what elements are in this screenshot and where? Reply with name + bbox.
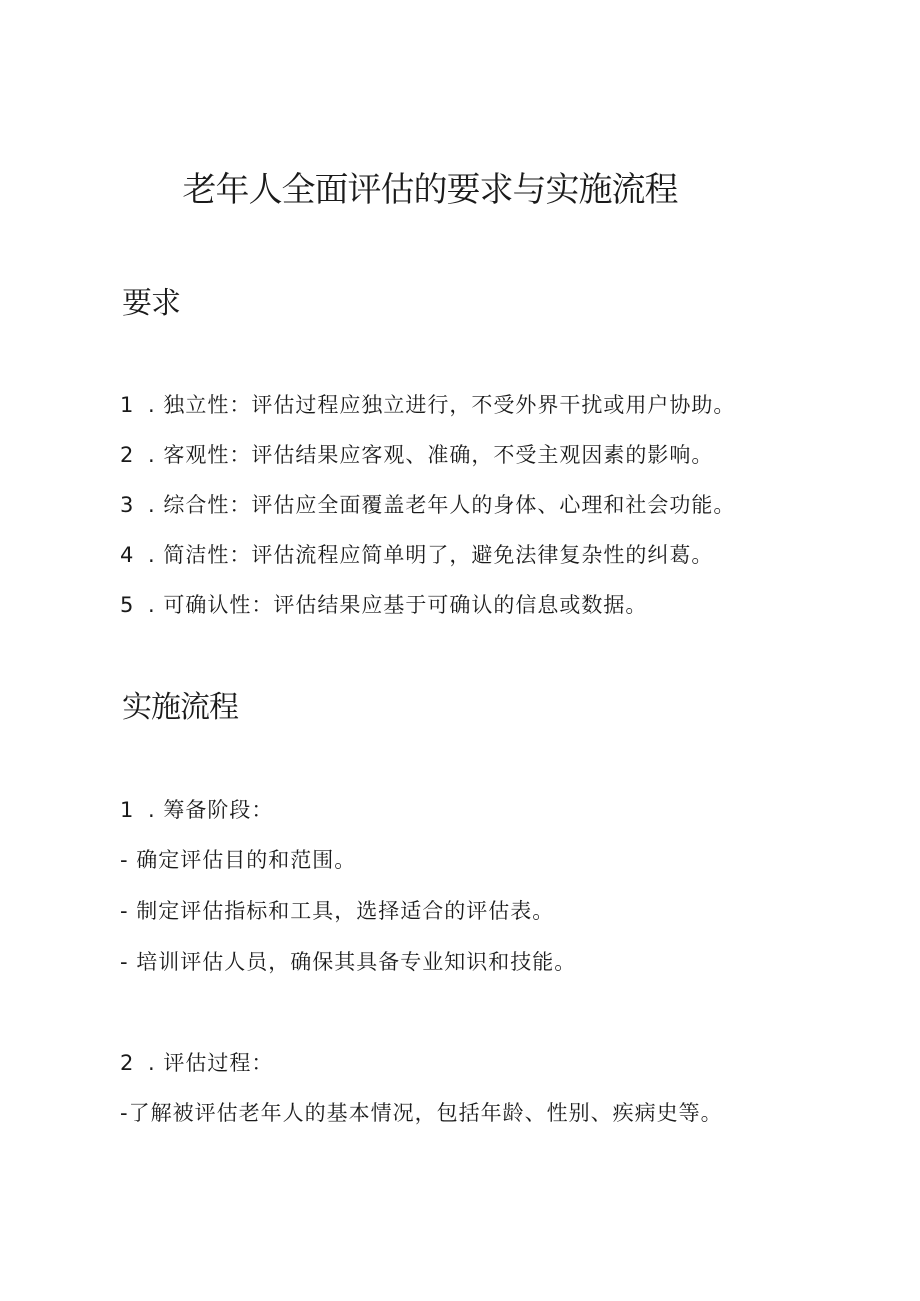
phase-label [120, 1050, 273, 1077]
item-number: 3 [120, 493, 135, 517]
document-title: 老年人全面评估的要求与实施流程 [182, 170, 678, 210]
item-number: 1 [120, 393, 135, 417]
item-text: . 综合性：评估应全面覆盖老年人的身体、心理和社会功能。 [148, 493, 736, 517]
item-text: . 可确认性：评估结果应基于可确认的信息或数据。 [148, 593, 648, 617]
item-number: 5 [120, 593, 135, 617]
phase-number: 2 [120, 1051, 135, 1075]
bullet-item: - 培训评估人员，确保其具备专业知识和技能。 [120, 950, 577, 974]
bullet-item: -了解被评估老年人的基本情况，包括年龄、性别、疾病史等。 [120, 1101, 723, 1125]
item-text: . 客观性：评估结果应客观、准确，不受主观因素的影响。 [148, 443, 714, 467]
requirement-item [120, 492, 735, 519]
phase-title: . 评估过程： [148, 1051, 274, 1075]
bullet-item: - 制定评估指标和工具，选择适合的评估表。 [120, 899, 555, 923]
bullet-item: - 确定评估目的和范围。 [120, 848, 357, 872]
requirement-item [120, 592, 647, 619]
requirements-heading: 要求 [122, 286, 180, 321]
requirement-item [120, 442, 713, 469]
phase-number: 1 [120, 798, 135, 822]
item-number: 4 [120, 543, 135, 567]
item-number: 2 [120, 443, 135, 467]
requirement-item [120, 392, 735, 419]
item-text: . 简洁性：评估流程应简单明了，避免法律复杂性的纠葛。 [148, 543, 714, 567]
requirement-item [120, 542, 713, 569]
item-text: . 独立性：评估过程应独立进行，不受外界干扰或用户协助。 [148, 393, 736, 417]
phase-title: . 筹备阶段： [148, 798, 274, 822]
process-heading: 实施流程 [122, 690, 238, 725]
phase-label [120, 797, 273, 824]
